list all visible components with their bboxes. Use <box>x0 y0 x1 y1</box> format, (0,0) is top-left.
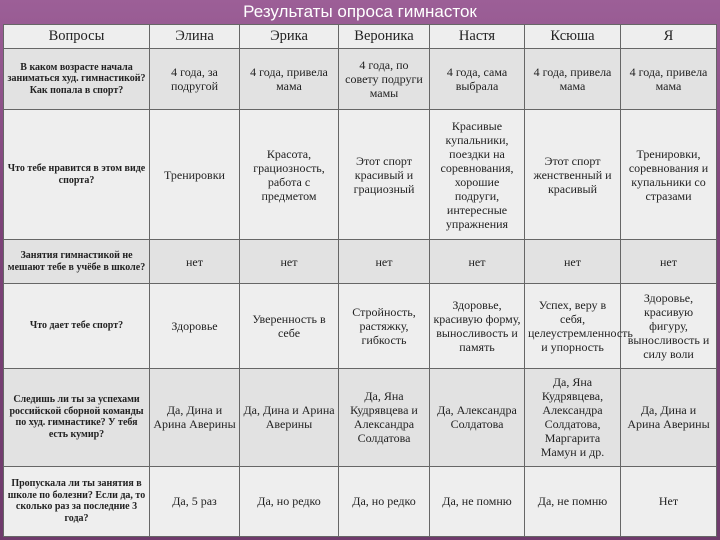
answer-cell: нет <box>150 240 240 284</box>
header-erika: Эрика <box>240 25 339 49</box>
answer-cell: нет <box>240 240 339 284</box>
table-row <box>4 110 717 240</box>
question-cell: Что дает тебе спорт? <box>4 284 150 368</box>
question-cell: Пропускала ли ты занятия в школе по болезни? Если да, то сколько раз за последние 3 года? <box>4 466 150 536</box>
answer-cell: Да, Дина и Арина Аверины <box>240 368 339 466</box>
answer-cell: нет <box>525 240 621 284</box>
answer-cell: Да, 5 раз <box>150 466 240 536</box>
header-veronika: Вероника <box>339 25 430 49</box>
answer-cell: Да, Александра Солдатова <box>430 368 525 466</box>
answer-cell: 4 года, привела мама <box>240 49 339 110</box>
question-cell: В каком возрасте начала заниматься худ. гимнастикой? Как попала в спорт? <box>4 49 150 110</box>
header-questions: Вопросы <box>4 25 150 49</box>
answer-cell: нет <box>339 240 430 284</box>
answer-cell: Успех, веру в себя, целеустремленность и упорность <box>525 284 621 368</box>
answer-cell: 4 года, по совету подруги мамы <box>339 49 430 110</box>
survey-table <box>3 24 717 537</box>
slide-title: Результаты опроса гимнасток <box>243 2 477 21</box>
answer-cell: Да, но редко <box>339 466 430 536</box>
answer-cell: Этот спорт женственный и красивый <box>525 110 621 240</box>
answer-cell: Да, не помню <box>430 466 525 536</box>
answer-cell: Тренировки, соревнования и купальники со стразами <box>621 110 717 240</box>
table-row <box>4 368 717 466</box>
answer-cell: Да, не помню <box>525 466 621 536</box>
answer-cell: нет <box>621 240 717 284</box>
answer-cell: Красота, грациозность, работа с предметом <box>240 110 339 240</box>
answer-cell: 4 года, привела мама <box>621 49 717 110</box>
answer-cell: Тренировки <box>150 110 240 240</box>
answer-cell: Нет <box>621 466 717 536</box>
header-nastya: Настя <box>430 25 525 49</box>
table-row <box>4 466 717 536</box>
header-elina: Элина <box>150 25 240 49</box>
answer-cell: Красивые купальники, поездки на соревнования, хорошие подруги, интересные упражнения <box>430 110 525 240</box>
table-row <box>4 49 717 110</box>
answer-cell: Здоровье <box>150 284 240 368</box>
answer-cell: Да, Яна Кудрявцева, Александра Солдатова, Маргарита Мамун и др. <box>525 368 621 466</box>
header-ksyusha: Ксюша <box>525 25 621 49</box>
table-row <box>4 240 717 284</box>
header-row <box>4 25 717 49</box>
answer-cell: Уверенность в себе <box>240 284 339 368</box>
answer-cell: Да, но редко <box>240 466 339 536</box>
answer-cell: Стройность, растяжку, гибкость <box>339 284 430 368</box>
question-cell: Занятия гимнастикой не мешают тебе в учёбе в школе? <box>4 240 150 284</box>
answer-cell: 4 года, привела мама <box>525 49 621 110</box>
answer-cell: Да, Дина и Арина Аверины <box>150 368 240 466</box>
answer-cell: Этот спорт красивый и грациозный <box>339 110 430 240</box>
question-cell: Следишь ли ты за успехами российской сборной команды по худ. гимнастике? У тебя есть кумир? <box>4 368 150 466</box>
answer-cell: нет <box>430 240 525 284</box>
answer-cell: 4 года, сама выбрала <box>430 49 525 110</box>
answer-cell: Да, Яна Кудрявцева и Александра Солдатова <box>339 368 430 466</box>
header-me: Я <box>621 25 717 49</box>
answer-cell: Здоровье, красивую форму, выносливость и память <box>430 284 525 368</box>
answer-cell: Здоровье, красивую фигуру, выносливость и силу воли <box>621 284 717 368</box>
question-cell: Что тебе нравится в этом виде спорта? <box>4 110 150 240</box>
table-row <box>4 284 717 368</box>
answer-cell: Да, Дина и Арина Аверины <box>621 368 717 466</box>
answer-cell: 4 года, за подругой <box>150 49 240 110</box>
